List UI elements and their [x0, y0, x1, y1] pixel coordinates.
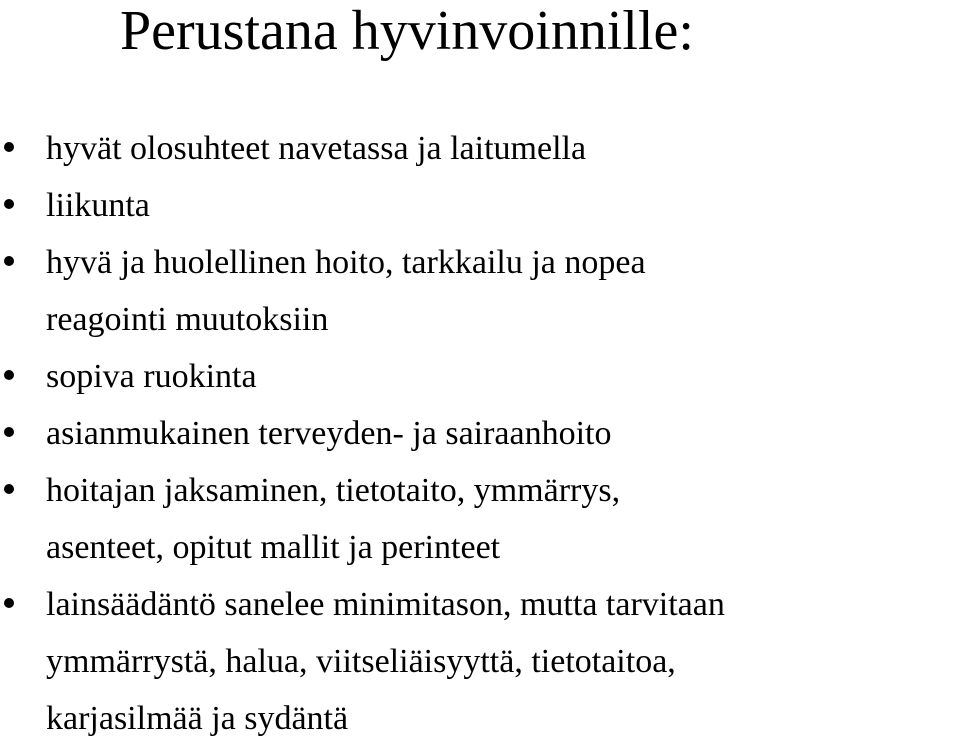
bullet-text: hyvä ja huolellinen hoito, tarkkailu ja nopea — [46, 244, 646, 281]
list-item — [0, 576, 960, 747]
bullet-icon — [4, 370, 14, 380]
bullet-text: karjasilmää ja sydäntä — [46, 700, 349, 737]
bullet-text: lainsäädäntö sanelee minimitason, mutta tarvitaan — [46, 586, 725, 623]
bullet-icon — [4, 484, 14, 494]
bullet-icon — [4, 142, 14, 152]
bullet-text: hyvät olosuhteet navetassa ja laitumella — [46, 130, 587, 167]
bullet-text: reagointi muutoksiin — [46, 301, 329, 338]
list-item — [0, 405, 960, 462]
bullet-list — [0, 120, 960, 747]
bullet-text: sopiva ruokinta — [46, 358, 257, 395]
bullet-icon — [4, 598, 14, 608]
list-item — [0, 177, 960, 234]
bullet-icon — [4, 256, 14, 266]
list-item — [0, 348, 960, 405]
list-item — [0, 120, 960, 177]
bullet-text: hoitajan jaksaminen, tietotaito, ymmärrys, — [46, 472, 621, 509]
bullet-icon — [4, 427, 14, 437]
bullet-icon — [4, 199, 14, 209]
bullet-text: asianmukainen terveyden- ja sairaanhoito — [46, 415, 612, 452]
bullet-text: ymmärrystä, halua, viitseliäisyyttä, tietotaitoa, — [46, 643, 676, 680]
slide-title: Perustana hyvinvoinnille: — [120, 0, 694, 62]
bullet-text: asenteet, opitut mallit ja perinteet — [46, 529, 501, 566]
list-item — [0, 234, 960, 348]
list-item — [0, 462, 960, 576]
bullet-text: liikunta — [46, 187, 150, 224]
